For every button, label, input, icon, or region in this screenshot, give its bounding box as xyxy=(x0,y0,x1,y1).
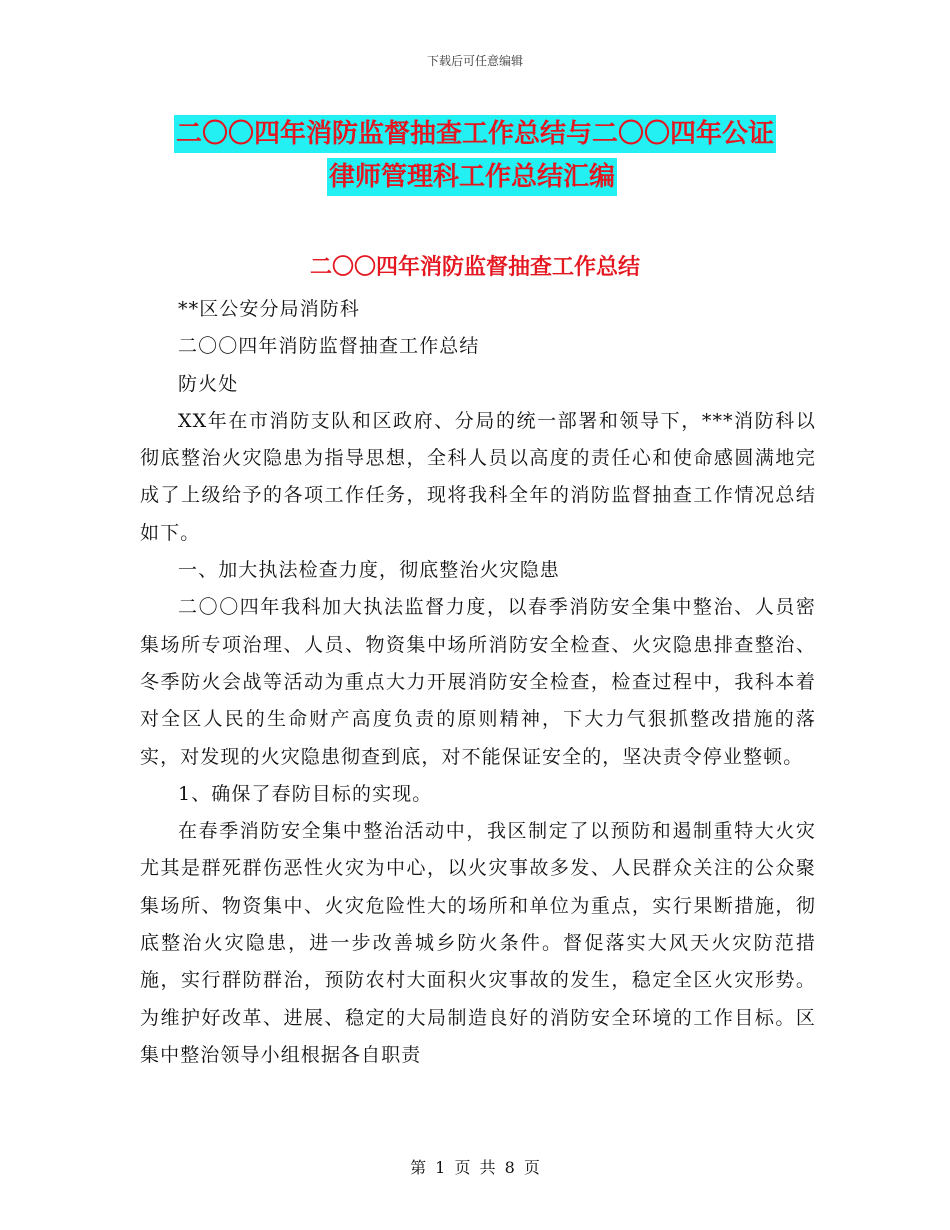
section-title: 二〇〇四年消防监督抽查工作总结 xyxy=(309,255,640,280)
main-title-line-2 xyxy=(0,156,950,193)
paragraph-7: 1、确保了春防目标的实现。 xyxy=(178,782,433,805)
header-note: 下载后可任意编辑 xyxy=(426,54,523,68)
document-body xyxy=(140,291,816,1074)
paragraph-2: 二〇〇四年消防监督抽查工作总结 xyxy=(178,335,480,358)
main-title-text-1: 二〇〇四年消防监督抽查工作总结与二〇〇四年公证 xyxy=(174,115,776,153)
main-title-text-2: 律师管理科工作总结汇编 xyxy=(327,158,617,196)
paragraph-4: XX年在市消防支队和区政府、分局的统一部署和领导下，***消防科以彻底整治火灾隐患为指导思想，全科人员以高度的责任心和使命感圆满地完成了上级给予的各项工作任务，现将我科全年的消防监督抽查工作情况总结如下。 xyxy=(140,409,816,544)
paragraph-8: 在春季消防安全集中整治活动中，我区制定了以预防和遏制重特大火灾尤其是群死群伤恶性火灾为中心，以火灾事故多发、人民群众关注的公众聚集场所、物资集中、火灾危险性大的场所和单位为重点，实行果断措施，彻底整治火灾隐患，进一步改善城乡防火条件。督促落实大风天火灾防范措施，实行群防群治，预防农村大面积火灾事故的发生，稳定全区火灾形势。为维护好改革、进展、稳定的大局制造良好的消防安全环境的工作目标。区集中整治领导小组根据各自职责 xyxy=(140,820,816,1066)
paragraph-6: 二〇〇四年我科加大执法监督力度，以春季消防安全集中整治、人员密集场所专项治理、人员、物资集中场所消防安全检查、火灾隐患排查整治、冬季防火会战等活动为重点大力开展消防安全检查，检查过程中，我科本着对全区人民的生命财产高度负责的原则精神，下大力气狠抓整改措施的落实，对发现的火灾隐患彻查到底，对不能保证安全的，坚决责令停业整顿。 xyxy=(140,596,816,768)
paragraph-5: 一、加大执法检查力度，彻底整治火灾隐患 xyxy=(178,559,560,582)
paragraph-1: **区公安分局消防科 xyxy=(178,298,361,320)
page-footer: 第 1 页 共 8 页 xyxy=(410,1158,540,1177)
main-title-line-1 xyxy=(0,113,950,150)
paragraph-3: 防火处 xyxy=(178,372,239,395)
